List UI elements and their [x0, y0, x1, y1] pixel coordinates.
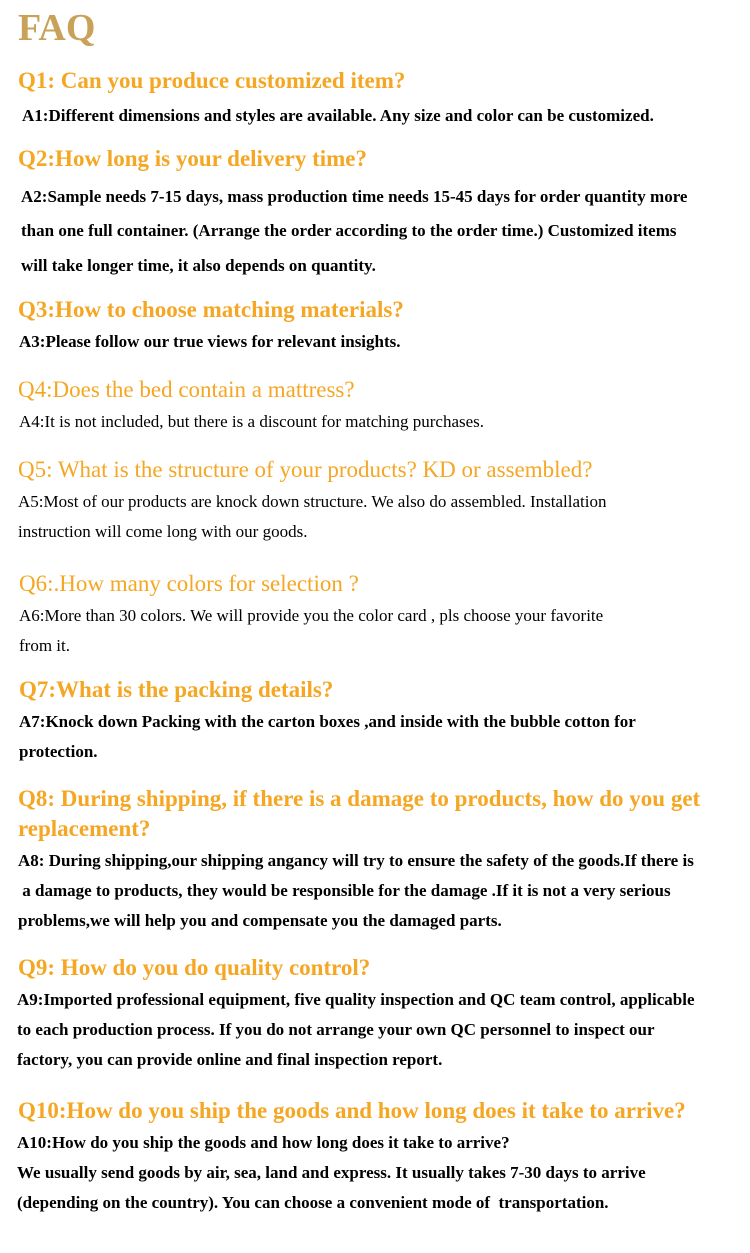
answer-7-line-1: A7:Knock down Packing with the carton boxes ,and inside with the bubble cotton for: [19, 712, 636, 731]
answer-8-line-1: A8: During shipping,our shipping angancy will try to ensure the safety of the goods.If there is: [18, 851, 694, 870]
question-3: Q3:How to choose matching materials?: [18, 297, 404, 322]
answer-10-line-1: A10:How do you ship the goods and how long does it take to arrive?: [17, 1133, 510, 1152]
question-4: Q4:Does the bed contain a mattress?: [18, 377, 355, 402]
answer-10-line-3: (depending on the country). You can choose a convenient mode of transportation.: [17, 1193, 609, 1212]
answer-4-line-1: A4:It is not included, but there is a discount for matching purchases.: [19, 412, 485, 431]
answer-5-line-2: instruction will come long with our goods.: [18, 522, 308, 541]
answer-10-line-2: We usually send goods by air, sea, land and express. It usually takes 7-30 days to arrive: [17, 1163, 646, 1182]
answer-2-line-2: than one full container. (Arrange the order according to the order time.) Customized items: [21, 221, 677, 240]
question-9: Q9: How do you do quality control?: [18, 955, 371, 980]
question-2: Q2:How long is your delivery time?: [18, 146, 368, 171]
answer-6-line-1: A6:More than 30 colors. We will provide you the color card , pls choose your favorite: [19, 606, 604, 625]
page-title: FAQ: [18, 7, 96, 49]
answer-9-line-3: factory, you can provide online and final inspection report.: [17, 1050, 443, 1069]
question-7: Q7:What is the packing details?: [19, 677, 334, 702]
question-10: Q10:How do you ship the goods and how long does it take to arrive?: [18, 1098, 686, 1123]
answer-7-line-2: protection.: [19, 742, 98, 761]
answer-6-line-2: from it.: [19, 636, 70, 655]
answer-9-line-1: A9:Imported professional equipment, five quality inspection and QC team control, applicable: [17, 990, 695, 1009]
answer-9-line-2: to each production process. If you do not arrange your own QC personnel to inspect our: [17, 1020, 655, 1039]
answer-2-line-3: will take longer time, it also depends on quantity.: [21, 256, 376, 275]
answer-8-line-3: problems,we will help you and compensate you the damaged parts.: [18, 911, 502, 930]
question-8-line-2: replacement?: [18, 816, 151, 841]
answer-5-line-1: A5:Most of our products are knock down structure. We also do assembled. Installation: [18, 492, 607, 511]
answer-2-line-1: A2:Sample needs 7-15 days, mass production time needs 15-45 days for order quantity more: [21, 187, 688, 206]
answer-8-line-2: a damage to products, they would be responsible for the damage .If it is not a very serious: [18, 881, 671, 900]
answer-3-line-1: A3:Please follow our true views for relevant insights.: [19, 332, 401, 351]
answer-1-line-1: A1:Different dimensions and styles are available. Any size and color can be customized.: [22, 106, 654, 125]
question-8-line-1: Q8: During shipping, if there is a damage to products, how do you get: [18, 786, 701, 811]
question-1: Q1: Can you produce customized item?: [18, 68, 406, 93]
question-5: Q5: What is the structure of your products? KD or assembled?: [18, 457, 593, 482]
question-6: Q6:.How many colors for selection ?: [19, 571, 359, 596]
